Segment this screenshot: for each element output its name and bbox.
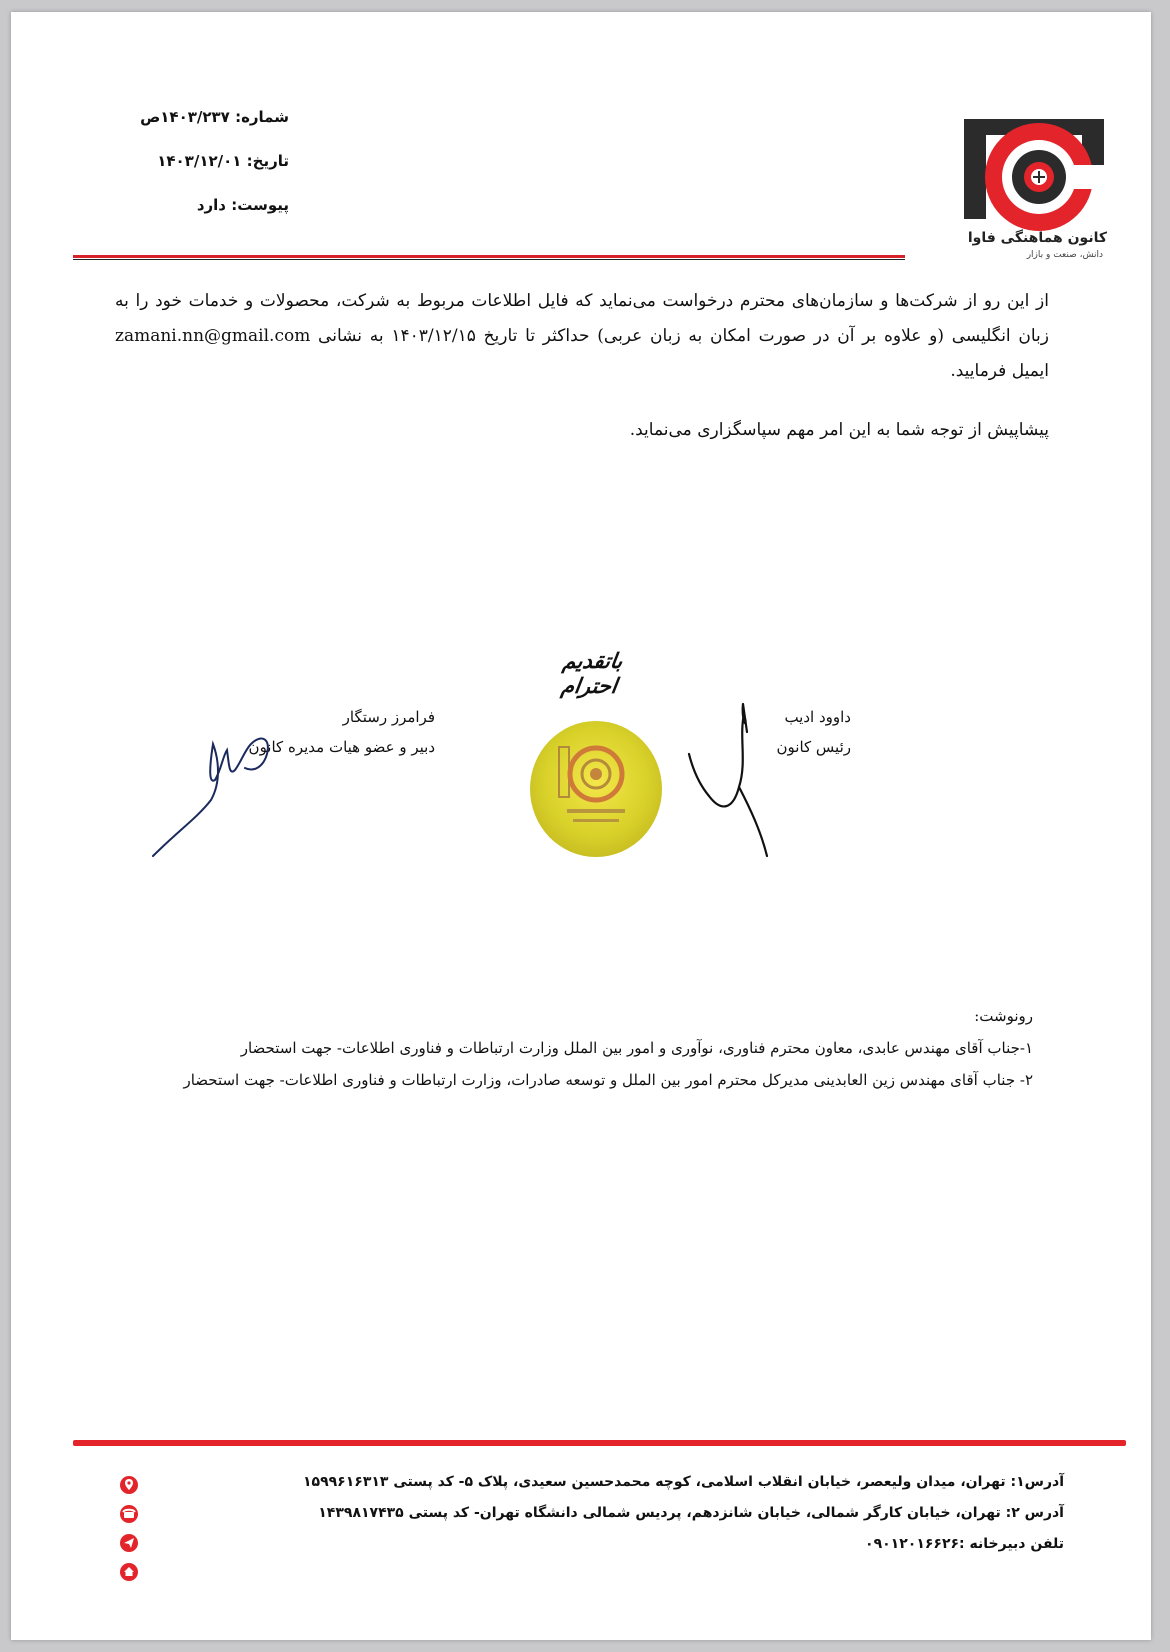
- letter-number: شماره: ۱۴۰۳/۲۳۷ص: [140, 108, 289, 126]
- letter-attachment: پیوست: دارد: [196, 196, 289, 214]
- cc-heading: رونوشت:: [974, 1007, 1033, 1025]
- closing-sentence: پیشاپیش از توجه شما به این امر مهم سپاسگزاری می‌نماید.: [629, 420, 1049, 440]
- letter-date: تاریخ: ۱۴۰۳/۱۲/۰۱: [157, 152, 289, 170]
- logo-name: کانون هماهنگی فاوا: [967, 230, 1107, 246]
- footer-divider: [73, 1440, 1126, 1446]
- phone-icon: [119, 1504, 139, 1524]
- home-icon: [119, 1562, 139, 1582]
- cc-item-1: ۱-جناب آقای مهندس عابدی، معاون محترم فناوری، نوآوری و امور بین الملل وزارت ارتباطات و فناوری اطلاعات- جهت استحضار: [240, 1039, 1033, 1057]
- official-seal: [527, 719, 665, 859]
- signature-right: [681, 692, 781, 862]
- letter-page: [11, 12, 1151, 1640]
- footer-phone: تلفن دبیرخانه :۰۹۰۱۲۰۱۶۶۲۶: [865, 1536, 1064, 1552]
- body-paragraph: از این رو از شرکت‌ها و سازمان‌های محترم درخواست می‌نماید که فایل اطلاعات مربوط به شرکت، محصولات و خدمات خود را به زبان انگلیسی (و علاوه بر آن در صورت امکان به زبان عربی) حداکثر تا تاریخ ۱۴۰۳/۱۲/۱۵ به نشانی zamani.nn@gmail.com ایمیل فرمایید.: [115, 291, 1049, 381]
- regards-text: باتقدیم احترام: [559, 648, 625, 698]
- signatory-right-title: رئیس کانون: [776, 738, 851, 756]
- signature-left: [149, 720, 279, 860]
- send-icon: [119, 1533, 139, 1553]
- footer-address-2: آدرس ۲: تهران، خیابان کارگر شمالی، خیابان شانزدهم، پردیس شمالی دانشگاه تهران- کد پستی ۱۴۳۹۸۱۷۴۳۵: [318, 1505, 1064, 1521]
- cc-item-2: ۲- جناب آقای مهندس زین العابدینی مدیرکل محترم امور بین الملل و توسعه صادرات، وزارت ارتباطات و فناوری اطلاعات- جهت استحضار: [183, 1071, 1033, 1089]
- cc-section: [73, 1000, 1033, 1096]
- header-divider-thin: [73, 259, 905, 260]
- location-icon: [119, 1475, 139, 1495]
- signatory-right: [777, 702, 852, 762]
- logo-tagline: دانش، صنعت و بازار: [1026, 250, 1103, 260]
- signatory-left-name: فرامرز رستگار: [342, 708, 435, 726]
- signatory-left-title: دبیر و عضو هیات مدیره کانون: [248, 738, 435, 756]
- footer-address-1: آدرس۱: تهران، میدان ولیعصر، خیابان انقلاب اسلامی، کوچه محمدحسین سعیدی، پلاک ۵- کد پستی ۱۵۹۹۶۱۶۳۱۳: [303, 1474, 1064, 1490]
- signatory-right-name: داوود ادیب: [784, 708, 851, 726]
- header-divider: [73, 255, 905, 258]
